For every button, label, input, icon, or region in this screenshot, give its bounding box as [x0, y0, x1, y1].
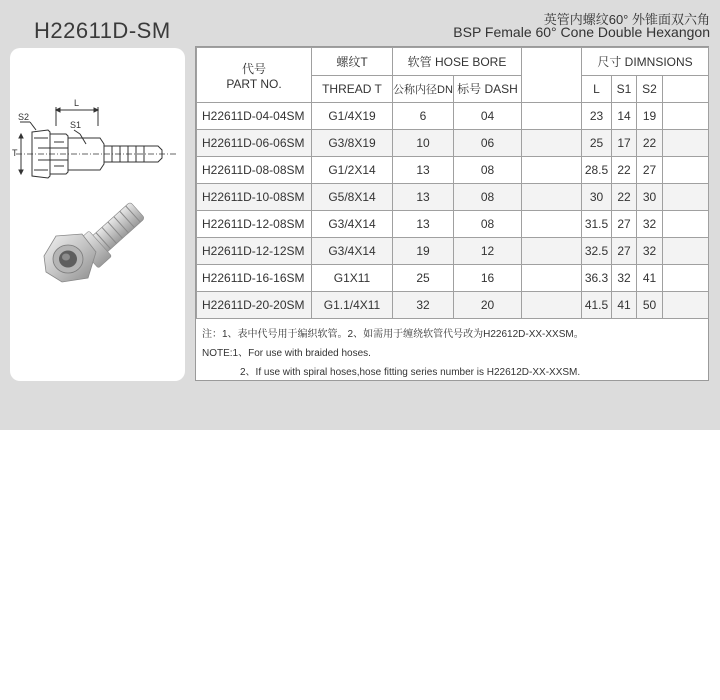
dash-cell: 08 — [454, 211, 522, 238]
technical-drawing — [8, 52, 178, 192]
header-dash: 标号 DASH — [454, 75, 522, 103]
table-row — [197, 130, 709, 157]
thread-cell: G5/8X14 — [312, 184, 393, 211]
l-cell: 28.5 — [582, 157, 612, 184]
extra-cell — [663, 103, 709, 130]
l-cell: 41.5 — [582, 292, 612, 319]
l-cell: 31.5 — [582, 211, 612, 238]
fitting-photo — [30, 186, 160, 316]
l-cell: 25 — [582, 130, 612, 157]
l-cell: 36.3 — [582, 265, 612, 292]
part-cell: H22611D-12-12SM — [197, 238, 312, 265]
table-row — [197, 265, 709, 292]
header-dn: 公称内径DN — [393, 75, 454, 103]
s1-cell: 22 — [612, 157, 637, 184]
part-cell: H22611D-20-20SM — [197, 292, 312, 319]
s2-cell: 30 — [637, 184, 663, 211]
spec-table — [196, 47, 709, 319]
s2-label: S2 — [18, 112, 30, 122]
dash-cell: 08 — [454, 157, 522, 184]
header-part-cn: 代号 — [241, 61, 266, 76]
header-part-en: PART NO. — [226, 76, 282, 91]
dash-cell: 04 — [454, 103, 522, 130]
header-dimensions: 尺寸 DIMNSIONS — [582, 48, 709, 76]
s2-cell: 27 — [637, 157, 663, 184]
l-cell: 32.5 — [582, 238, 612, 265]
note-cn: 注：1、表中代号用于编织软管。2、如需用于缠绕软管代号改为H22612D-XX-XXSM。 — [202, 329, 584, 340]
header-hose-bore: 软管 HOSE BORE — [393, 48, 522, 76]
extra-cell — [663, 211, 709, 238]
s1-cell: 14 — [612, 103, 637, 130]
model-title: H22611D-SM — [34, 18, 171, 43]
s2-cell: 32 — [637, 211, 663, 238]
dn-cell: 19 — [393, 238, 454, 265]
t-label: T — [12, 148, 18, 158]
thread-cell: G1/4X19 — [312, 103, 393, 130]
s1-cell: 27 — [612, 211, 637, 238]
part-cell: H22611D-04-04SM — [197, 103, 312, 130]
note-en-2: 2、If use with spiral hoses,hose fitting series number is H22612D-XX-XXSM. — [240, 367, 581, 378]
part-cell: H22611D-08-08SM — [197, 157, 312, 184]
thread-cell: G3/8X19 — [312, 130, 393, 157]
thread-cell: G1/2X14 — [312, 157, 393, 184]
s2-cell: 32 — [637, 238, 663, 265]
s1-cell: 32 — [612, 265, 637, 292]
dash-cell: 08 — [454, 184, 522, 211]
spec-table-container — [195, 46, 709, 381]
l-cell: 23 — [582, 103, 612, 130]
blank-cell — [522, 211, 582, 238]
l-cell: 30 — [582, 184, 612, 211]
product-title-cn: 英管内螺纹60° 外锥面双六角 — [543, 12, 710, 27]
table-row — [197, 211, 709, 238]
s1-cell: 27 — [612, 238, 637, 265]
s2-cell: 19 — [637, 103, 663, 130]
dn-cell: 32 — [393, 292, 454, 319]
s1-cell: 22 — [612, 184, 637, 211]
dn-cell: 13 — [393, 184, 454, 211]
extra-cell — [663, 238, 709, 265]
dash-cell: 06 — [454, 130, 522, 157]
header-blank — [522, 48, 582, 103]
table-row — [197, 103, 709, 130]
header-thread-cn: 螺纹T — [312, 48, 393, 76]
extra-cell — [663, 292, 709, 319]
header-extra — [663, 75, 709, 103]
header-s1: S1 — [612, 75, 637, 103]
header-part-no — [197, 48, 312, 103]
blank-cell — [522, 157, 582, 184]
s1-label: S1 — [70, 120, 82, 130]
dash-cell: 12 — [454, 238, 522, 265]
header-thread-en: THREAD T — [312, 75, 393, 103]
blank-cell — [522, 103, 582, 130]
extra-cell — [663, 184, 709, 211]
s2-cell: 50 — [637, 292, 663, 319]
extra-cell — [663, 130, 709, 157]
thread-cell: G3/4X14 — [312, 238, 393, 265]
thread-cell: G1X11 — [312, 265, 393, 292]
blank-cell — [522, 130, 582, 157]
s1-cell: 41 — [612, 292, 637, 319]
s2-cell: 41 — [637, 265, 663, 292]
s1-cell: 17 — [612, 130, 637, 157]
extra-cell — [663, 157, 709, 184]
s2-cell: 22 — [637, 130, 663, 157]
part-cell: H22611D-12-08SM — [197, 211, 312, 238]
extra-cell — [663, 265, 709, 292]
blank-cell — [522, 238, 582, 265]
blank-cell — [522, 292, 582, 319]
part-cell: H22611D-10-08SM — [197, 184, 312, 211]
table-row — [197, 292, 709, 319]
notes — [202, 325, 584, 382]
table-row — [197, 157, 709, 184]
dash-cell: 16 — [454, 265, 522, 292]
dn-cell: 25 — [393, 265, 454, 292]
thread-cell: G3/4X14 — [312, 211, 393, 238]
dn-cell: 6 — [393, 103, 454, 130]
dn-cell: 13 — [393, 211, 454, 238]
blank-cell — [522, 184, 582, 211]
dn-cell: 13 — [393, 157, 454, 184]
dash-cell: 20 — [454, 292, 522, 319]
part-cell: H22611D-06-06SM — [197, 130, 312, 157]
table-row — [197, 184, 709, 211]
blank-cell — [522, 265, 582, 292]
l-label: L — [74, 98, 80, 108]
table-row — [197, 238, 709, 265]
header-s2: S2 — [637, 75, 663, 103]
note-en-1: NOTE:1、For use with braided hoses. — [202, 348, 371, 359]
part-cell: H22611D-16-16SM — [197, 265, 312, 292]
thread-cell: G1.1/4X11 — [312, 292, 393, 319]
dn-cell: 10 — [393, 130, 454, 157]
header-l: L — [582, 75, 612, 103]
product-title-en: BSP Female 60° Cone Double Hexangon — [453, 24, 710, 40]
